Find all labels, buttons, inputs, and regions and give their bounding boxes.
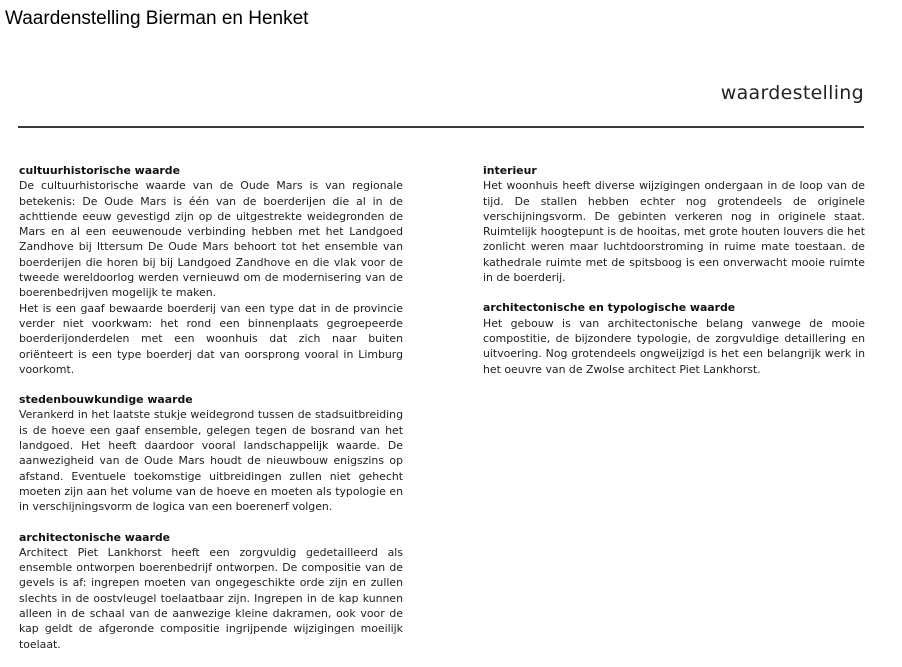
block-paragraph: Het woonhuis heeft diverse wijzigingen ondergaan in de loop van de tijd. De stallen hebben echter nog grotendeels de originele verschijningsvorm. De gebinten verkeren nog in originele staat. Ruimtelijk hoogtepunt is de hooitas, met grote houten louvers die het zonlicht weren maar luchtdoorstroming in ruime mate toestaan. de kathedrale ruimte met de spitsboog is een onverwacht mooie ruimte in de boerderij. [483, 179, 865, 285]
right-column [483, 163, 865, 392]
block-paragraph: Verankerd in het laatste stukje weidegrond tussen de stadsuitbreiding is de hoeve een gaaf ensemble, gelegen tegen de bosrand van het landgoed. Het heeft daardoor vooral landschappelijk waarde. De aanwezigheid van de Oude Mars houdt de nieuwbouw enigszins op afstand. Eventuele toekomstige uitbreidingen zullen niet gehecht moeten zijn aan het volume van de hoeve en moeten als typologie en in verschijningsvorm de logica van een boerenerf volgen. [19, 408, 403, 514]
block-paragraph: De cultuurhistorische waarde van de Oude Mars is van regionale betekenis: De Oude Mars is één van de boerderijen die al in de achttiende eeuw gevestigd zijn op de uitgestrekte weidegronden de Mars en al een eeuwenoude verbinding hebben met het Landgoed Zandhove bij Ittersum De Oude Mars behoort tot het ensemble van boerderijen die horen bij bij Landgoed Zandhove en die vlak voor de tweede wereldoorlog werden vernieuwd om de modernisering van de boerenbedrijven mogelijk te maken. [19, 179, 403, 300]
block-heading: architectonische en typologische waarde [483, 301, 736, 315]
text-block-stedenbouwkundige [19, 392, 403, 514]
slide-title: Waardenstelling Bierman en Henket [5, 8, 309, 29]
text-block-cultuurhistorische [19, 163, 403, 377]
block-heading: interieur [483, 164, 537, 177]
text-block-architectonische-typologische [483, 300, 865, 376]
block-paragraph: Het gebouw is van architectonische belang vanwege de mooie compostitie, de bijzondere typologie, de zorgvuldige detaillering en uitvoering. Nog grotendeels ongweijzigd is het een belangrijk werk in het oeuvre van de Zwolse architect Piet Lankhorst. [483, 316, 865, 376]
block-heading: cultuurhistorische waarde [19, 164, 180, 177]
horizontal-rule [18, 126, 864, 128]
block-paragraph: Het is een gaaf bewaarde boerderij van een type dat in de provincie verder niet voorkwam: het rond een binnenplaats gegroepeerde boerderijonderdelen met een woonhuis dat zich naar buiten oriënteert is een type boerderj dat van oorsprong vooral in Limburg voorkomt. [19, 301, 403, 376]
block-paragraph: Architect Piet Lankhorst heeft een zorgvuldig gedetailleerd als ensemble ontworpen boerenbedrijf ontworpen. De compositie van de gevels is af: ingrepen moeten van ongegeschikte orde zijn en zullen slechts in de oostvleugel toelaatbaar zijn. Ingrepen in de kap kunnen alleen in de schaal van de aanwezige kleine dakramen, ook voor de kap geldt de afgeronde compositie ingrijpende wijzigingen moeilijk toelaat. [19, 545, 403, 651]
text-block-interieur [483, 163, 865, 285]
left-column [19, 163, 403, 667]
block-heading: architectonische waarde [19, 530, 171, 544]
block-heading: stedenbouwkundige waarde [19, 393, 193, 407]
section-heading: waardestelling [720, 82, 864, 104]
